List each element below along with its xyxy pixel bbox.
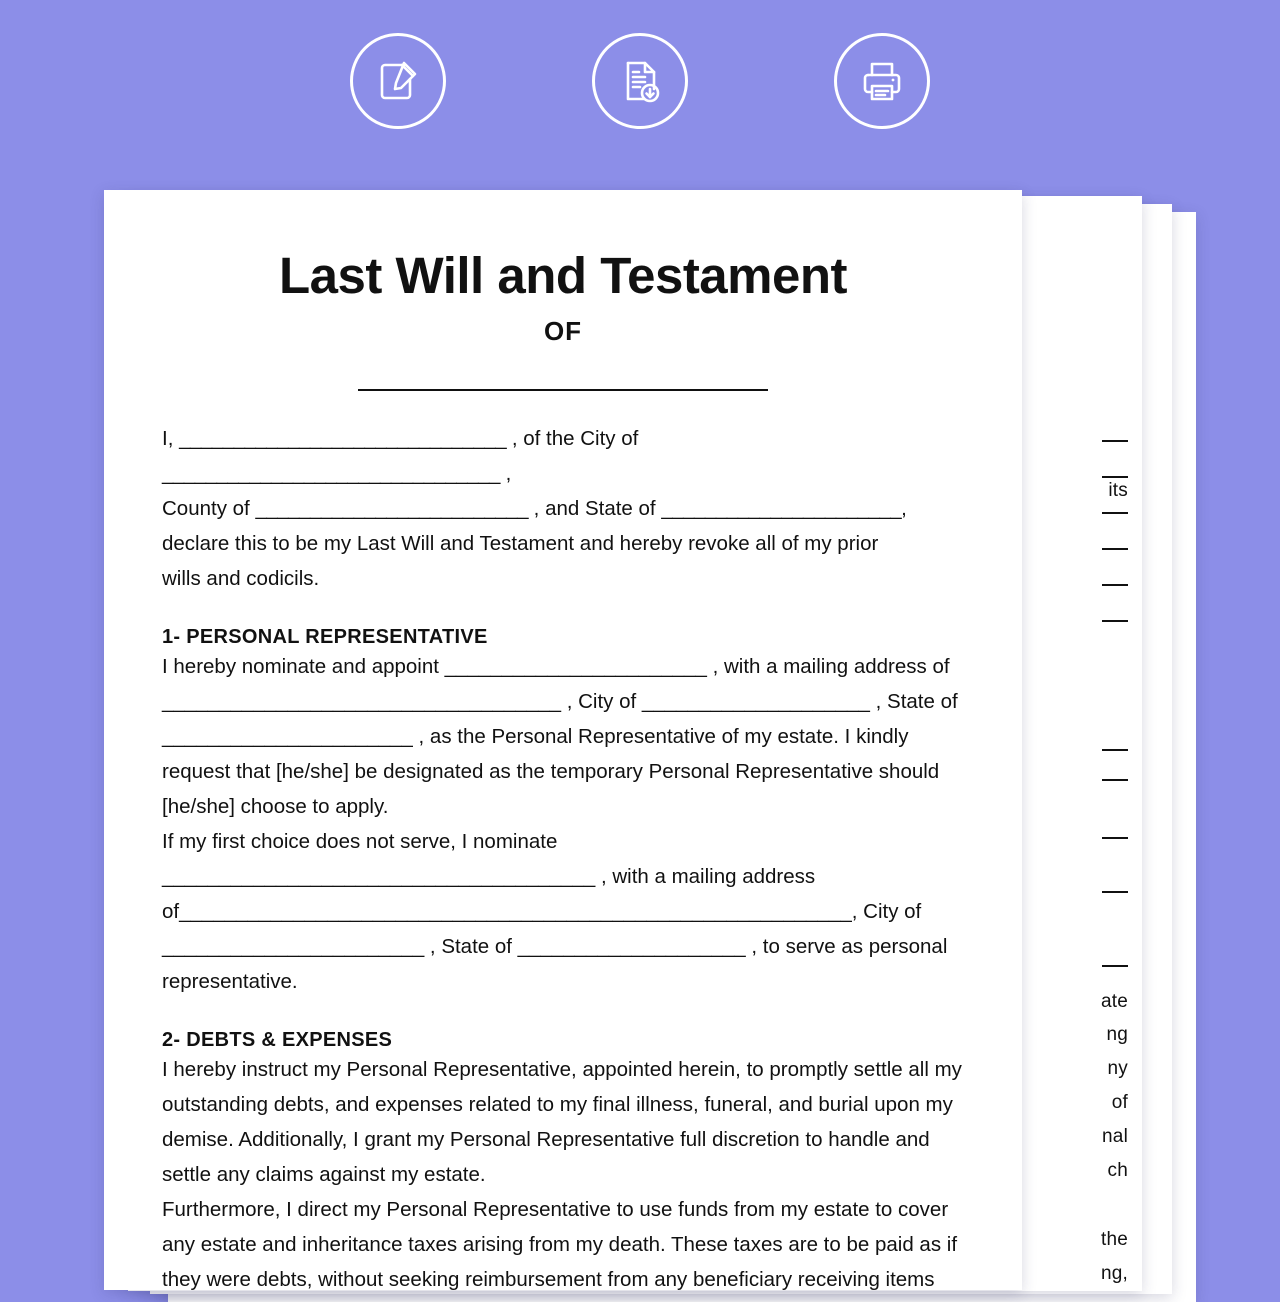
page-text-fragment: nal	[1102, 1126, 1128, 1147]
page-rule	[1102, 476, 1128, 478]
document-page[interactable]	[104, 190, 1022, 1290]
page-rule	[1102, 620, 1128, 622]
page-rule	[1102, 965, 1128, 967]
page-text-fragment: ng	[1106, 1024, 1128, 1045]
page-text-fragment: the	[1100, 1229, 1128, 1250]
page-text-fragment: ny	[1107, 1058, 1128, 1079]
document-intro	[162, 421, 964, 596]
document-toolbar	[0, 26, 1280, 136]
page-rule	[1102, 779, 1128, 781]
paragraph: I hereby instruct my Personal Representative, appointed herein, to promptly settle all my outstanding debts, and expenses related to my final illness, funeral, and burial upon my demise. Additionally, I grant my Personal Representative full discretion to handle and settle any claims against my estate.	[162, 1058, 962, 1187]
download-document-button[interactable]	[592, 33, 688, 129]
section-heading-debts-expenses: 2- DEBTS & EXPENSES	[162, 1029, 393, 1052]
paragraph: Furthermore, I direct my Personal Representative to use funds from my estate to cover any estate and inheritance taxes arising from my death. These taxes are to be paid as if they were debts, without seeking reimbursement from any beneficiary receiving items	[162, 1198, 958, 1290]
page-text-fragment: ch	[1107, 1160, 1128, 1181]
section-heading-personal-representative: 1- PERSONAL REPRESENTATIVE	[162, 626, 488, 649]
intro-line-2: County of _________________________ , and State of ______________________,	[162, 497, 907, 521]
blank-field[interactable]: ______________________	[661, 497, 902, 521]
download-document-icon	[614, 55, 666, 107]
page-rule	[1102, 837, 1128, 839]
page-rule	[1102, 891, 1128, 893]
testator-name-blank[interactable]	[358, 389, 768, 391]
print-icon	[856, 55, 908, 107]
page-subtitle: OF	[543, 316, 583, 347]
page-rule	[1102, 749, 1128, 751]
intro-line-1: I, ______________________________ , of the City of _______________________________ ,	[162, 427, 639, 486]
page-rule	[1102, 548, 1128, 550]
page-text-fragment: ate	[1100, 991, 1128, 1012]
page-rule	[1102, 440, 1128, 442]
intro-line-3: declare this to be my Last Will and Testament and hereby revoke all of my prior	[162, 532, 879, 556]
edit-document-icon	[372, 55, 424, 107]
page-text-fragment: ng,	[1100, 1263, 1128, 1284]
paragraph: If my first choice does not serve, I nominate ______________________________________ , with a mailing address of___________________________________________________________, City of _______________________ , State of ____________________ , to serve as personal representative.	[162, 830, 948, 994]
page-text-fragment: its	[1108, 480, 1128, 501]
intro-line-4: wills and codicils.	[162, 567, 320, 591]
page-title: Last Will and Testament	[278, 247, 848, 304]
paragraph: I hereby nominate and appoint _______________________ , with a mailing address of ___________________________________ , City of ____________________ , State of ______________________ , as the Personal Representative of my estate. I kindly request that [he/she] be designated as the temporary Personal Representative should [he/she] choose to apply.	[162, 655, 958, 819]
document-body	[104, 190, 1022, 1290]
section-debts-expenses	[162, 1052, 964, 1290]
blank-field[interactable]: ______________________________	[179, 427, 507, 451]
page-rule	[1102, 512, 1128, 514]
blank-field[interactable]: _______________________________	[162, 462, 500, 486]
edit-document-button[interactable]	[350, 33, 446, 129]
blank-field[interactable]: _________________________	[255, 497, 528, 521]
page-text-fragment: of	[1111, 1092, 1128, 1113]
section-personal-representative	[162, 649, 964, 999]
print-button[interactable]	[834, 33, 930, 129]
page-rule	[1102, 584, 1128, 586]
